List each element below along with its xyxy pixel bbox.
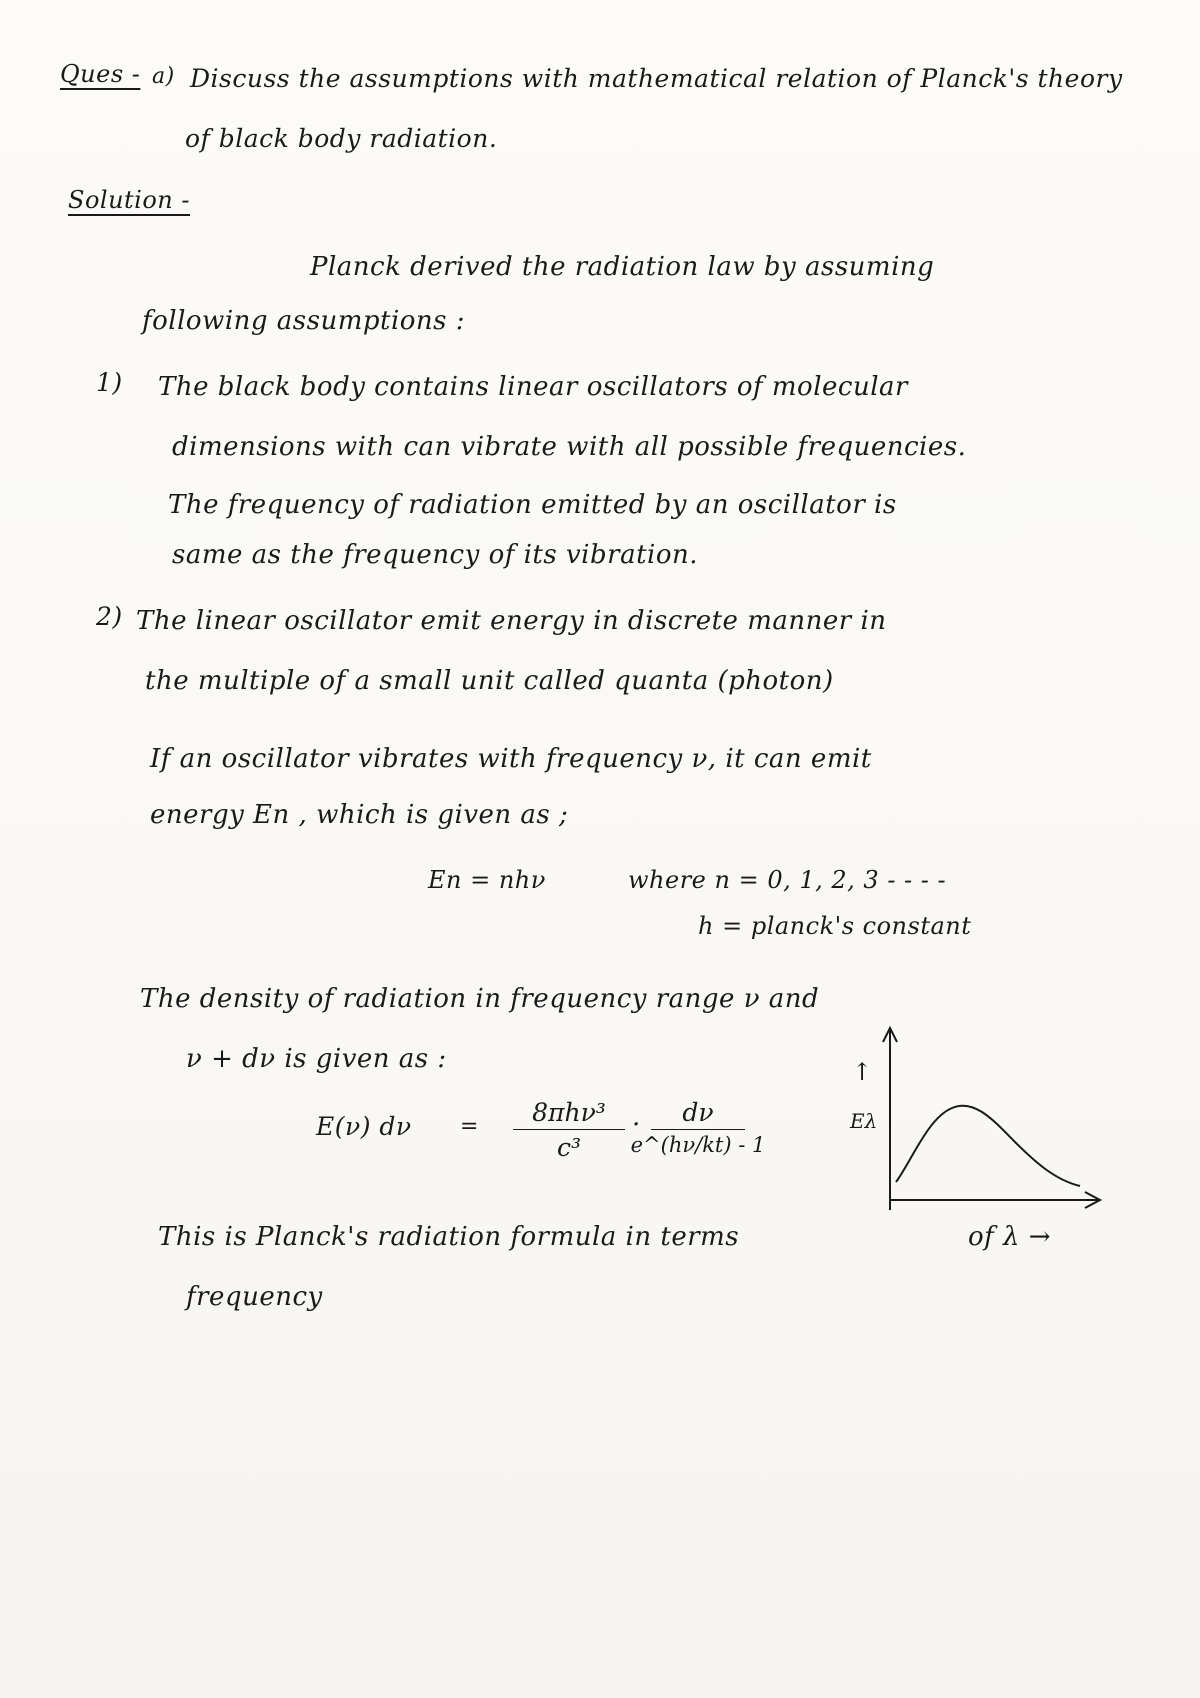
energy-formula: En = nhν [428, 866, 546, 894]
fraction-2-denominator: e^(hν/kt) - 1 [630, 1133, 766, 1157]
solution-label: Solution - [68, 186, 190, 214]
question-line-1: Discuss the assumptions with mathematical relation of Planck's theory [190, 64, 1123, 93]
intro-line-1: Planck derived the radiation law by assuming [310, 252, 935, 282]
fraction-1-numerator: 8πhν³ [532, 1098, 606, 1127]
energy-text-line-2: energy En , which is given as ; [150, 800, 569, 830]
assumption-2-number: 2) [96, 602, 123, 631]
question-line-2: of black body radiation. [185, 124, 498, 153]
assumption-1-line-2: dimensions with can vibrate with all possible frequencies. [172, 432, 967, 462]
conclusion-line-1: This is Planck's radiation formula in terms [158, 1222, 740, 1252]
density-formula-lhs: E(ν) dν [316, 1112, 412, 1141]
density-line-1: The density of radiation in frequency range ν and [140, 984, 820, 1014]
fraction-1-bar [513, 1129, 625, 1130]
question-part: a) [152, 64, 175, 89]
density-fraction-1 [510, 1098, 628, 1162]
density-fraction-2 [628, 1098, 768, 1157]
fraction-1-denominator: c³ [556, 1133, 582, 1162]
assumption-1-number: 1) [96, 368, 123, 397]
graph-x-label: of λ → [968, 1222, 1052, 1252]
fraction-2-numerator: dν [682, 1098, 714, 1127]
question-label: Ques - [60, 60, 141, 88]
assumption-2-line-2: the multiple of a small unit called quanta (photon) [145, 666, 834, 696]
assumption-1-line-4: same as the frequency of its vibration. [172, 540, 698, 570]
assumption-1-line-3: The frequency of radiation emitted by an oscillator is [168, 490, 897, 520]
intro-line-2: following assumptions : [142, 306, 466, 336]
energy-h-definition: h = planck's constant [698, 912, 972, 940]
graph-curve [896, 1106, 1080, 1186]
conclusion-line-2: frequency [186, 1282, 323, 1312]
energy-where: where n = 0, 1, 2, 3 - - - - [628, 866, 947, 894]
density-formula-dot: . [632, 1102, 641, 1132]
assumption-1-line-1: The black body contains linear oscillators of molecular [158, 372, 908, 402]
density-formula-equals: = [460, 1114, 479, 1139]
planck-curve-sketch [830, 1010, 1110, 1230]
energy-text-line-1: If an oscillator vibrates with frequency ν, it can emit [150, 744, 872, 774]
graph-y-label: Eλ [850, 1109, 878, 1133]
density-line-2: ν + dν is given as : [186, 1044, 447, 1074]
assumption-2-line-1: The linear oscillator emit energy in discrete manner in [136, 606, 887, 636]
fraction-2-bar [651, 1129, 745, 1130]
graph-y-arrow: ↑ [852, 1058, 873, 1086]
